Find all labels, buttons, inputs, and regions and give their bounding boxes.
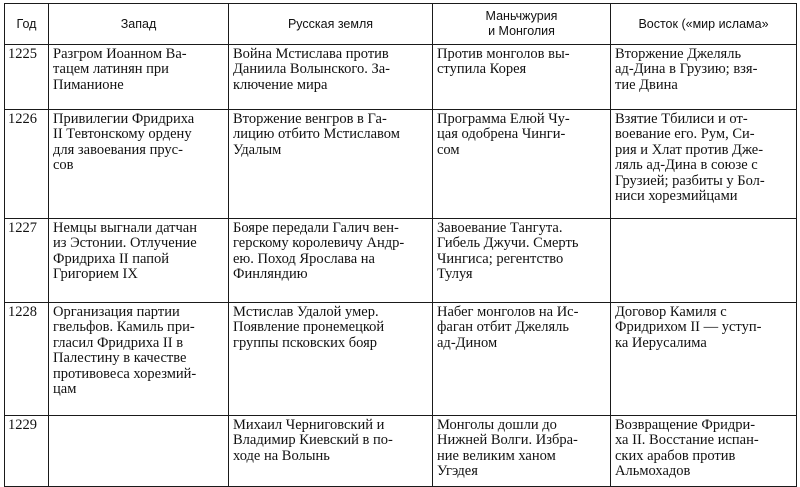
east-cell: Вторжение Джеляль ад-Дина в Грузию; взя- тие Двина: [611, 45, 797, 110]
east-cell: Возвращение Фридри- ха II. Восстание испан- ских арабов против Альмохадов: [611, 416, 797, 487]
rus-cell: Война Мстислава против Даниила Волынского. За- ключение мира: [229, 45, 433, 110]
year-cell: 1226: [5, 110, 49, 219]
table-row: [5, 416, 797, 487]
table-row: [5, 45, 797, 110]
manchuria-cell: Набег монголов на Ис- фаган отбит Джеляль ад-Дином: [433, 303, 611, 416]
east-cell: [611, 219, 797, 303]
manchuria-cell: Монголы дошли до Нижней Волги. Избра- ние великим ханом Угэдея: [433, 416, 611, 487]
table-row: [5, 110, 797, 219]
rus-cell: Михаил Черниговский и Владимир Киевский в по- ходе на Волынь: [229, 416, 433, 487]
west-cell: [49, 416, 229, 487]
west-cell: Разгром Иоанном Ва- тацем латинян при Пиманионе: [49, 45, 229, 110]
west-cell: Немцы выгнали датчан из Эстонии. Отлучение Фридриха II папой Григорием IX: [49, 219, 229, 303]
west-cell: Организация партии гвельфов. Камиль при- гласил Фридриха II в Палестину в качестве противовеса хорезмий- цам: [49, 303, 229, 416]
east-cell: Договор Камиля с Фридрихом II — уступ- ка Иерусалима: [611, 303, 797, 416]
table-row: [5, 219, 797, 303]
east-cell: Взятие Тбилиси и от- воевание его. Рум, Си- рия и Хлат против Дже- ляль ад-Дина в союзе с Грузией; разбиты у Бол- ниси хорезмийцами: [611, 110, 797, 219]
header-east: Восток («мир ислама»: [611, 4, 797, 45]
west-cell: Привилегии Фридриха II Тевтонскому ордену для завоевания прус- сов: [49, 110, 229, 219]
header-row: [5, 4, 797, 45]
manchuria-cell: Против монголов вы- ступила Корея: [433, 45, 611, 110]
table-row: [5, 303, 797, 416]
rus-cell: Мстислав Удалой умер. Появление пронемецкой группы псковских бояр: [229, 303, 433, 416]
year-cell: 1228: [5, 303, 49, 416]
chronology-table: [4, 3, 797, 487]
year-cell: 1229: [5, 416, 49, 487]
rus-cell: Вторжение венгров в Га- лицию отбито Мстиславом Удалым: [229, 110, 433, 219]
header-manchuria: Маньчжурия и Монголия: [433, 4, 611, 45]
year-cell: 1227: [5, 219, 49, 303]
manchuria-cell: Программа Елюй Чу- цая одобрена Чинги- сом: [433, 110, 611, 219]
rus-cell: Бояре передали Галич вен- герскому королевичу Андр- ею. Поход Ярослава на Финляндию: [229, 219, 433, 303]
header-rus: Русская земля: [229, 4, 433, 45]
header-west: Запад: [49, 4, 229, 45]
manchuria-cell: Завоевание Тангута. Гибель Джучи. Смерть Чингиса; регентство Тулуя: [433, 219, 611, 303]
header-year: Год: [5, 4, 49, 45]
year-cell: 1225: [5, 45, 49, 110]
